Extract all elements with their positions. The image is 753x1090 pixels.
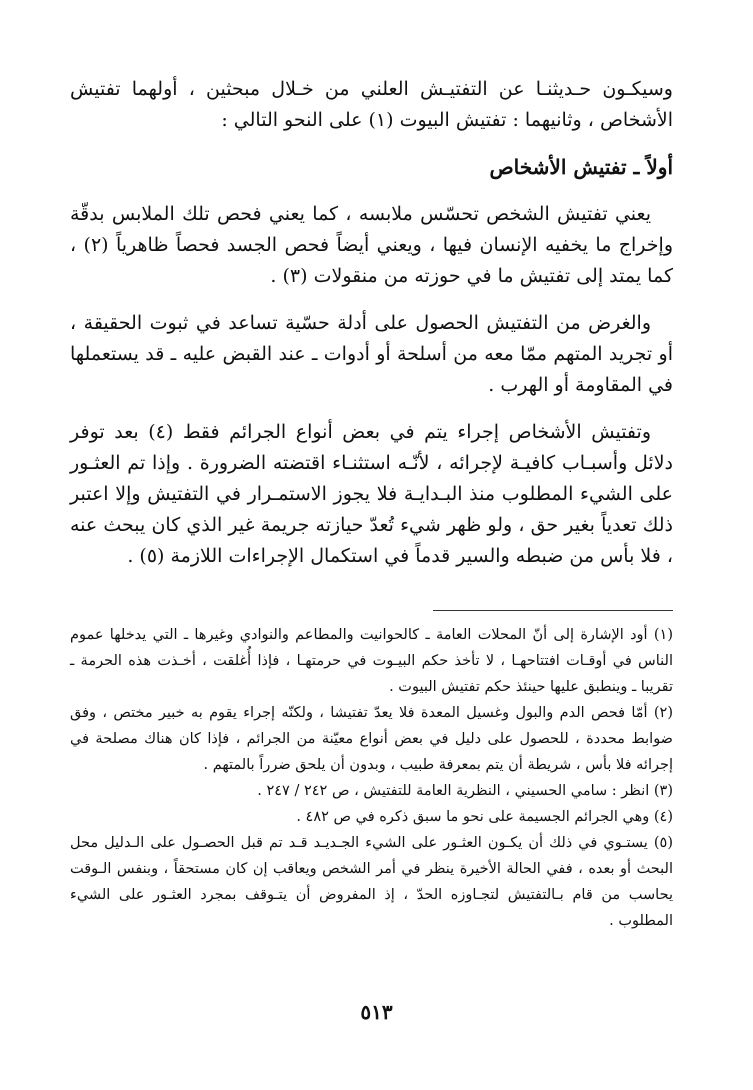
footnote-separator: [433, 610, 673, 611]
footnote-4: (٤) وهي الجرائم الجسيمة على نحو ما سبق ذكره في ص ٤٨٢ .: [296, 809, 673, 825]
footnote-2: (٢) أمّا فحص الدم والبول وغسيل المعدة فلا يعدّ تفتيشا ، ولكنّه إجراء يقوم به خبير مختص ، وفق ضوابط محددة ، للحصول على دليل في بعض أنواع معيّنة من الجرائم ، فإذا كان هناك مصلحة في إجرائه فلا بأس ، شريطة أن يتم بمعرفة طبيب ، وبدون أن يلحق ضرراً بالمتهم .: [70, 705, 673, 773]
footnote-5: (٥) يستـوي في ذلك أن يكـون العثـور على الشيء الجـديـد قـد تم قبل الحصـول على الـدليل محل البحث أو بعده ، ففي الحالة الأخيرة ينظر في أمر الشخص ويعاقب إن كان مستحقاً ، وبنفس الـوقت يحاسب من قام بـالتفتيش لتجـاوزه الحدّ ، إذ المفروض أن يتـوقف بمجرد العثـور على الشيء المطلوب .: [70, 835, 673, 929]
footnote-1: (١) أود الإشارة إلى أنّ المحلات العامة ـ كالحوانيت والمطاعم والنوادي وغيرها ـ التي يدخلها عموم الناس في أوقـات افتتاحهـا ، لا تأخذ حكم البيـوت في حرمتهـا ، فإذا أُغلقت ، أخـذت هذه الحرمة ـ تقريبا ـ وينطبق عليها حينئذ حكم تفتيش البيوت .: [70, 627, 673, 695]
paragraph-2: والغرض من التفتيش الحصول على أدلة حسّية تساعد في ثبوت الحقيقة ، أو تجريد المتهم ممّا معه من أسلحة أو أدوات ـ عند القبض عليه ـ قد يستعملها في المقاومة أو الهرب .: [70, 312, 673, 396]
paragraph-1: يعني تفتيش الشخص تحسّس ملابسه ، كما يعني فحص تلك الملابس بدقّة وإخراج ما يخفيه الإنسان فيها ، ويعني أيضاً فحص الجسد فحصاً ظاهرياً (٢) ، كما يمتد إلى تفتيش ما في حوزته من منقولات (٣) .: [70, 203, 673, 287]
paragraph-3: وتفتيش الأشخاص إجراء يتم في بعض أنواع الجرائم فقط (٤) بعد توفر دلائل وأسبـاب كافيـة لإجرائه ، لأنّـه استثنـاء اقتضته الضرورة . وإذا تم العثـور على الشيء المطلوب منذ البـدايـة فلا يجوز الاستمـرار في التفتيش وإلا اعتبر ذلك تعدياً بغير حق ، ولو ظهر شيء تُعدّ حيازته جريمة غير الذي كان يبحث عنه ، فلا بأس من ضبطه والسير قدماً في استكمال الإجراءات اللازمة (٥) .: [70, 421, 673, 567]
main-text: [70, 74, 673, 588]
intro-paragraph: وسيكـون حـديثنـا عن التفتيـش العلني من خـلال مبحثين ، أولهما تفتيش الأشخاص ، وثانيهما : تفتيش البيوت (١) على النحو التالي :: [70, 78, 673, 131]
section-heading: أولاً ـ تفتيش الأشخاص: [489, 155, 673, 179]
page-number: ٥١٣: [360, 1000, 393, 1024]
footnote-3: (٣) انظر : سامي الحسيني ، النظرية العامة للتفتيش ، ص ٢٤٢ / ٢٤٧ .: [257, 783, 673, 799]
footnotes: [70, 622, 673, 934]
